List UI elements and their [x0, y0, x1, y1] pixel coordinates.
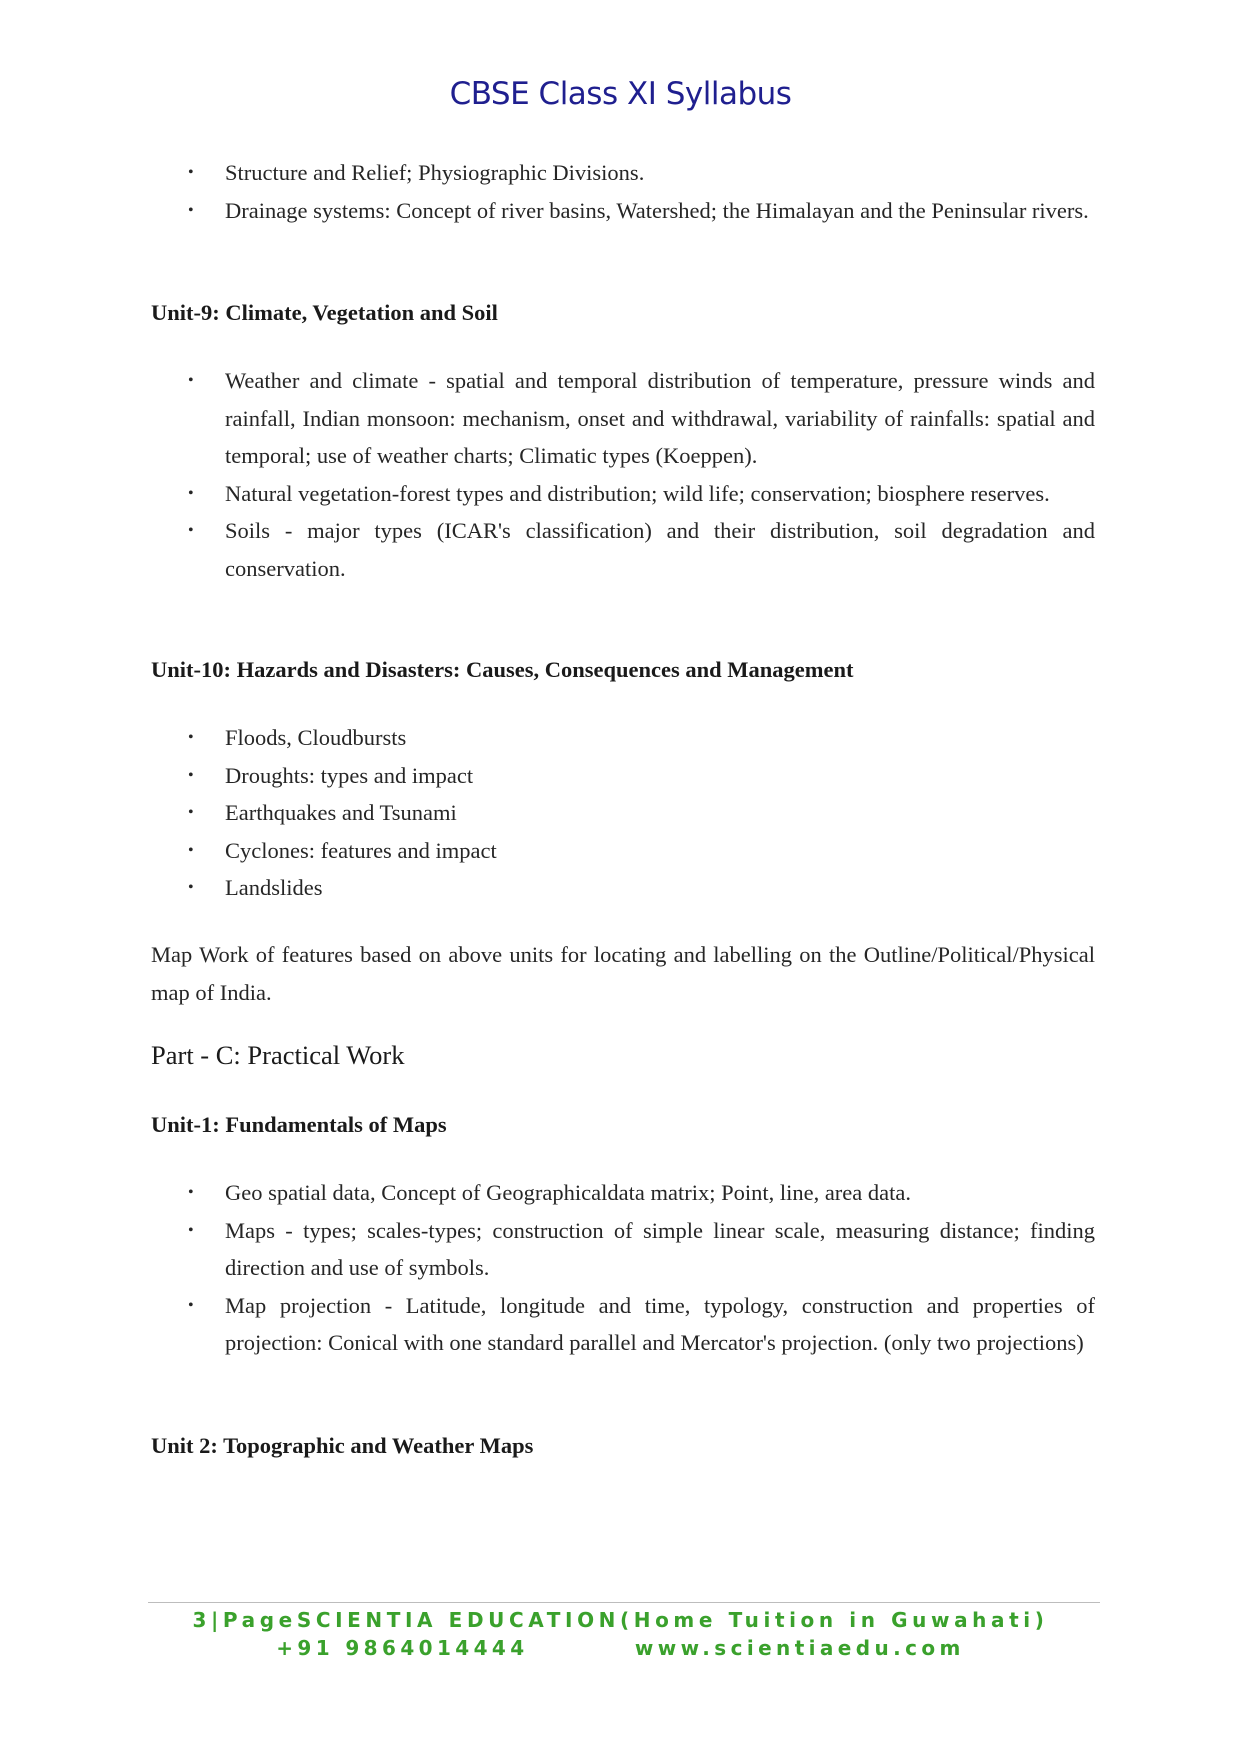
list-item: • Cyclones: features and impact — [151, 832, 1095, 870]
bullet-icon: • — [188, 201, 194, 219]
list-item: • Soils - major types (ICAR's classification) and their distribution, soil degradation and conservation. — [151, 512, 1095, 587]
footer-website: www.scientiaedu.com — [634, 1636, 965, 1660]
part-c-heading: Part - C: Practical Work — [151, 1040, 405, 1070]
list-item: • Natural vegetation-forest types and distribution; wild life; conservation; biosphere reserves. — [151, 475, 1095, 513]
bullet-icon: • — [188, 841, 194, 859]
bullet-icon: • — [188, 372, 194, 389]
list-item: • Maps - types; scales-types; construction of simple linear scale, measuring distance; finding direction and use of symbols. — [151, 1212, 1095, 1287]
bullet-icon: • — [188, 1184, 194, 1201]
footer-line-2 — [0, 1636, 1241, 1660]
list-item: • Floods, Cloudbursts — [151, 719, 1095, 757]
bullet-icon: • — [188, 879, 194, 896]
top-bullet-list — [151, 154, 1095, 229]
list-item: • Geo spatial data, Concept of Geographicaldata matrix; Point, line, area data. — [151, 1174, 1095, 1212]
unit9-bullet-list — [151, 362, 1095, 587]
bullet-icon: • — [188, 1296, 194, 1314]
document-title: CBSE Class XI Syllabus — [449, 76, 792, 112]
bullet-icon: • — [188, 729, 194, 746]
list-item: • Structure and Relief; Physiographic Divisions. — [151, 154, 1095, 192]
unit10-bullet-list — [151, 719, 1095, 907]
list-item: • Drainage systems: Concept of river basins, Watershed; the Himalayan and the Peninsular rivers. — [151, 192, 1095, 230]
list-item: • Earthquakes and Tsunami — [151, 794, 1095, 832]
list-item: • Map projection - Latitude, longitude and time, typology, construction and properties of projection: Conical with one standard parallel and Mercator's projection. (only two projections) — [151, 1287, 1095, 1362]
footer-phone: +91 9864014444 — [276, 1636, 529, 1660]
bullet-icon: • — [188, 522, 194, 539]
bullet-icon: • — [188, 766, 194, 784]
unit1-bullet-list — [151, 1174, 1095, 1362]
bullet-icon: • — [188, 1221, 194, 1239]
unit2-heading: Unit 2: Topographic and Weather Maps — [151, 1433, 534, 1458]
unit1-heading: Unit-1: Fundamentals of Maps — [151, 1112, 447, 1137]
unit9-heading: Unit-9: Climate, Vegetation and Soil — [151, 300, 498, 325]
bullet-icon: • — [188, 164, 194, 181]
list-item: • Landslides — [151, 869, 1095, 907]
bullet-icon: • — [188, 804, 194, 821]
footer-text: 3|PageSCIENTIA EDUCATION(Home Tuition in Guwahati) — [192, 1608, 1049, 1632]
list-item: • Droughts: types and impact — [151, 757, 1095, 795]
map-work-paragraph: Map Work of features based on above units for locating and labelling on the Outline/Political/Physical map of India. — [151, 942, 1095, 1005]
list-item: • Weather and climate - spatial and temporal distribution of temperature, pressure winds and rainfall, Indian monsoon: mechanism, onset and withdrawal, variability of rainfalls: spatial and temporal; use of weather charts; Climatic types (Koeppen). — [151, 362, 1095, 475]
unit10-heading: Unit-10: Hazards and Disasters: Causes, Consequences and Management — [151, 657, 854, 682]
footer-line-1 — [0, 1608, 1241, 1632]
bullet-icon: • — [188, 484, 194, 502]
footer-divider — [148, 1602, 1100, 1603]
